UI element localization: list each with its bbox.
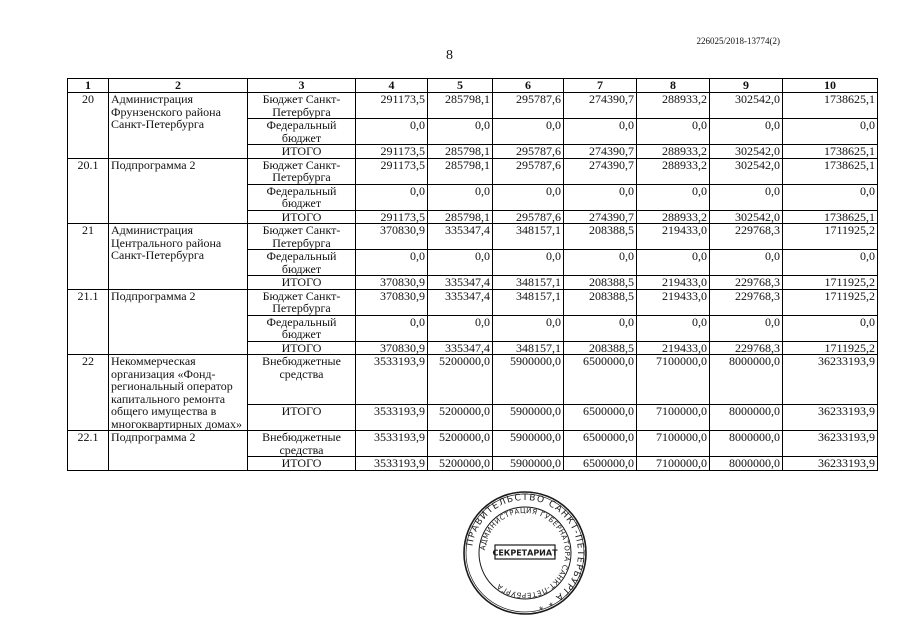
amount-cell: 0,0: [564, 184, 637, 210]
amount-cell: 0,0: [428, 119, 493, 145]
amount-cell: 1738625,1: [783, 145, 878, 159]
funding-source: Федеральный бюджет: [248, 250, 356, 276]
amount-cell: 8000000,0: [710, 355, 783, 405]
amount-cell: 0,0: [783, 119, 878, 145]
document-registration-number: 226025/2018-13774(2): [696, 36, 780, 46]
amount-cell: 0,0: [783, 315, 878, 341]
funding-source: ИТОГО: [248, 457, 356, 471]
col-header: 4: [356, 79, 428, 93]
amount-cell: 208388,5: [564, 224, 637, 250]
amount-cell: 5900000,0: [493, 355, 564, 405]
funding-source: ИТОГО: [248, 210, 356, 224]
amount-cell: 335347,4: [428, 341, 493, 355]
amount-cell: 7100000,0: [637, 457, 710, 471]
table-row: [68, 224, 878, 250]
col-header: 7: [564, 79, 637, 93]
amount-cell: 0,0: [637, 250, 710, 276]
funding-source: Федеральный бюджет: [248, 119, 356, 145]
amount-cell: 274390,7: [564, 93, 637, 119]
amount-cell: 302542,0: [710, 145, 783, 159]
amount-cell: 5900000,0: [493, 405, 564, 431]
col-header: 3: [248, 79, 356, 93]
amount-cell: 335347,4: [428, 276, 493, 290]
table-row: [68, 431, 878, 457]
amount-cell: 0,0: [710, 184, 783, 210]
amount-cell: 208388,5: [564, 276, 637, 290]
amount-cell: 36233193,9: [783, 431, 878, 457]
amount-cell: 6500000,0: [564, 457, 637, 471]
col-header: 10: [783, 79, 878, 93]
funding-source: Федеральный бюджет: [248, 315, 356, 341]
table-row: [68, 158, 878, 184]
amount-cell: 285798,1: [428, 158, 493, 184]
amount-cell: 3533193,9: [356, 431, 428, 457]
funding-source: ИТОГО: [248, 145, 356, 159]
amount-cell: 3533193,9: [356, 457, 428, 471]
amount-cell: 0,0: [710, 315, 783, 341]
amount-cell: 274390,7: [564, 210, 637, 224]
svg-text:СЕКРЕТАРИАТ: СЕКРЕТАРИАТ: [492, 548, 558, 558]
amount-cell: 370830,9: [356, 224, 428, 250]
amount-cell: 0,0: [493, 184, 564, 210]
amount-cell: 6500000,0: [564, 355, 637, 405]
amount-cell: 335347,4: [428, 289, 493, 315]
amount-cell: 285798,1: [428, 93, 493, 119]
amount-cell: 208388,5: [564, 289, 637, 315]
amount-cell: 295787,6: [493, 93, 564, 119]
amount-cell: 219433,0: [637, 341, 710, 355]
funding-source: Бюджет Санкт-Петербурга: [248, 93, 356, 119]
amount-cell: 1711925,2: [783, 341, 878, 355]
amount-cell: 229768,3: [710, 276, 783, 290]
amount-cell: 1738625,1: [783, 158, 878, 184]
organization-name: Подпрограмма 2: [109, 289, 248, 355]
amount-cell: 1738625,1: [783, 93, 878, 119]
funding-source: Внебюджетные средства: [248, 355, 356, 405]
amount-cell: 0,0: [783, 250, 878, 276]
amount-cell: 229768,3: [710, 289, 783, 315]
amount-cell: 348157,1: [493, 276, 564, 290]
row-number: 21: [68, 224, 109, 290]
svg-text:ПРАВИТЕЛЬСТВО САНКТ-ПЕТЕРБУРГА: ПРАВИТЕЛЬСТВО САНКТ-ПЕТЕРБУРГА * *: [465, 492, 586, 612]
amount-cell: 0,0: [710, 250, 783, 276]
col-header: 9: [710, 79, 783, 93]
amount-cell: 7100000,0: [637, 405, 710, 431]
amount-cell: 1738625,1: [783, 210, 878, 224]
amount-cell: 0,0: [637, 119, 710, 145]
amount-cell: 219433,0: [637, 276, 710, 290]
amount-cell: 219433,0: [637, 289, 710, 315]
budget-table: [67, 78, 878, 471]
amount-cell: 274390,7: [564, 158, 637, 184]
amount-cell: 295787,6: [493, 158, 564, 184]
amount-cell: 229768,3: [710, 341, 783, 355]
amount-cell: 288933,2: [637, 210, 710, 224]
amount-cell: 0,0: [783, 184, 878, 210]
amount-cell: 8000000,0: [710, 405, 783, 431]
amount-cell: 348157,1: [493, 289, 564, 315]
amount-cell: 7100000,0: [637, 431, 710, 457]
amount-cell: 370830,9: [356, 341, 428, 355]
amount-cell: 0,0: [564, 250, 637, 276]
funding-source: ИТОГО: [248, 341, 356, 355]
amount-cell: 36233193,9: [783, 457, 878, 471]
row-number: 22.1: [68, 431, 109, 471]
amount-cell: 302542,0: [710, 158, 783, 184]
amount-cell: 208388,5: [564, 341, 637, 355]
col-header: 1: [68, 79, 109, 93]
funding-source: Бюджет Санкт-Петербурга: [248, 158, 356, 184]
table-row: [68, 289, 878, 315]
amount-cell: 6500000,0: [564, 405, 637, 431]
secretariat-seal: [462, 490, 588, 616]
funding-source: ИТОГО: [248, 276, 356, 290]
amount-cell: 0,0: [637, 315, 710, 341]
amount-cell: 0,0: [637, 184, 710, 210]
amount-cell: 7100000,0: [637, 355, 710, 405]
amount-cell: 219433,0: [637, 224, 710, 250]
amount-cell: 6500000,0: [564, 431, 637, 457]
funding-source: ИТОГО: [248, 405, 356, 431]
amount-cell: 348157,1: [493, 341, 564, 355]
organization-name: Некоммерческая организация «Фонд-региональный оператор капитального ремонта общего имущества в многоквартирных домах»: [109, 355, 248, 431]
organization-name: Администрация Центрального района Санкт-Петербурга: [109, 224, 248, 290]
row-number: 22: [68, 355, 109, 431]
amount-cell: 5900000,0: [493, 431, 564, 457]
amount-cell: 5200000,0: [428, 355, 493, 405]
amount-cell: 3533193,9: [356, 355, 428, 405]
amount-cell: 0,0: [356, 184, 428, 210]
amount-cell: 229768,3: [710, 224, 783, 250]
amount-cell: 288933,2: [637, 145, 710, 159]
amount-cell: 5200000,0: [428, 405, 493, 431]
organization-name: Администрация Фрунзенского района Санкт-Петербурга: [109, 93, 248, 159]
amount-cell: 3533193,9: [356, 405, 428, 431]
amount-cell: 302542,0: [710, 210, 783, 224]
amount-cell: 0,0: [356, 119, 428, 145]
table-row: [68, 93, 878, 119]
amount-cell: 0,0: [428, 184, 493, 210]
amount-cell: 291173,5: [356, 210, 428, 224]
amount-cell: 1711925,2: [783, 224, 878, 250]
amount-cell: 1711925,2: [783, 276, 878, 290]
amount-cell: 8000000,0: [710, 431, 783, 457]
amount-cell: 295787,6: [493, 210, 564, 224]
amount-cell: 291173,5: [356, 93, 428, 119]
amount-cell: 288933,2: [637, 93, 710, 119]
row-number: 21.1: [68, 289, 109, 355]
amount-cell: 0,0: [493, 119, 564, 145]
col-header: 8: [637, 79, 710, 93]
amount-cell: 0,0: [356, 250, 428, 276]
amount-cell: 0,0: [493, 315, 564, 341]
funding-source: Внебюджетные средства: [248, 431, 356, 457]
amount-cell: 0,0: [428, 250, 493, 276]
amount-cell: 291173,5: [356, 145, 428, 159]
table-body: [68, 93, 878, 471]
funding-source: Федеральный бюджет: [248, 184, 356, 210]
amount-cell: 36233193,9: [783, 355, 878, 405]
svg-text:АДМИНИСТРАЦИЯ ГУБЕРНАТОРА САНК: АДМИНИСТРАЦИЯ ГУБЕРНАТОРА САНКТ-ПЕТЕРБУРГА: [479, 506, 572, 600]
header-row: [68, 79, 878, 93]
amount-cell: 291173,5: [356, 158, 428, 184]
row-number: 20.1: [68, 158, 109, 224]
amount-cell: 285798,1: [428, 145, 493, 159]
amount-cell: 0,0: [710, 119, 783, 145]
col-header: 5: [428, 79, 493, 93]
amount-cell: 1711925,2: [783, 289, 878, 315]
amount-cell: 36233193,9: [783, 405, 878, 431]
amount-cell: 8000000,0: [710, 457, 783, 471]
amount-cell: 370830,9: [356, 276, 428, 290]
amount-cell: 0,0: [356, 315, 428, 341]
col-header: 2: [109, 79, 248, 93]
amount-cell: 274390,7: [564, 145, 637, 159]
amount-cell: 0,0: [493, 250, 564, 276]
amount-cell: 5900000,0: [493, 457, 564, 471]
amount-cell: 348157,1: [493, 224, 564, 250]
funding-source: Бюджет Санкт-Петербурга: [248, 224, 356, 250]
col-header: 6: [493, 79, 564, 93]
amount-cell: 370830,9: [356, 289, 428, 315]
amount-cell: 288933,2: [637, 158, 710, 184]
funding-source: Бюджет Санкт-Петербурга: [248, 289, 356, 315]
amount-cell: 0,0: [564, 315, 637, 341]
amount-cell: 5200000,0: [428, 431, 493, 457]
amount-cell: 5200000,0: [428, 457, 493, 471]
table-row: [68, 355, 878, 405]
amount-cell: 302542,0: [710, 93, 783, 119]
amount-cell: 0,0: [428, 315, 493, 341]
amount-cell: 0,0: [564, 119, 637, 145]
amount-cell: 295787,6: [493, 145, 564, 159]
organization-name: Подпрограмма 2: [109, 431, 248, 471]
row-number: 20: [68, 93, 109, 159]
amount-cell: 285798,1: [428, 210, 493, 224]
amount-cell: 335347,4: [428, 224, 493, 250]
page-number: 8: [446, 48, 453, 63]
organization-name: Подпрограмма 2: [109, 158, 248, 224]
